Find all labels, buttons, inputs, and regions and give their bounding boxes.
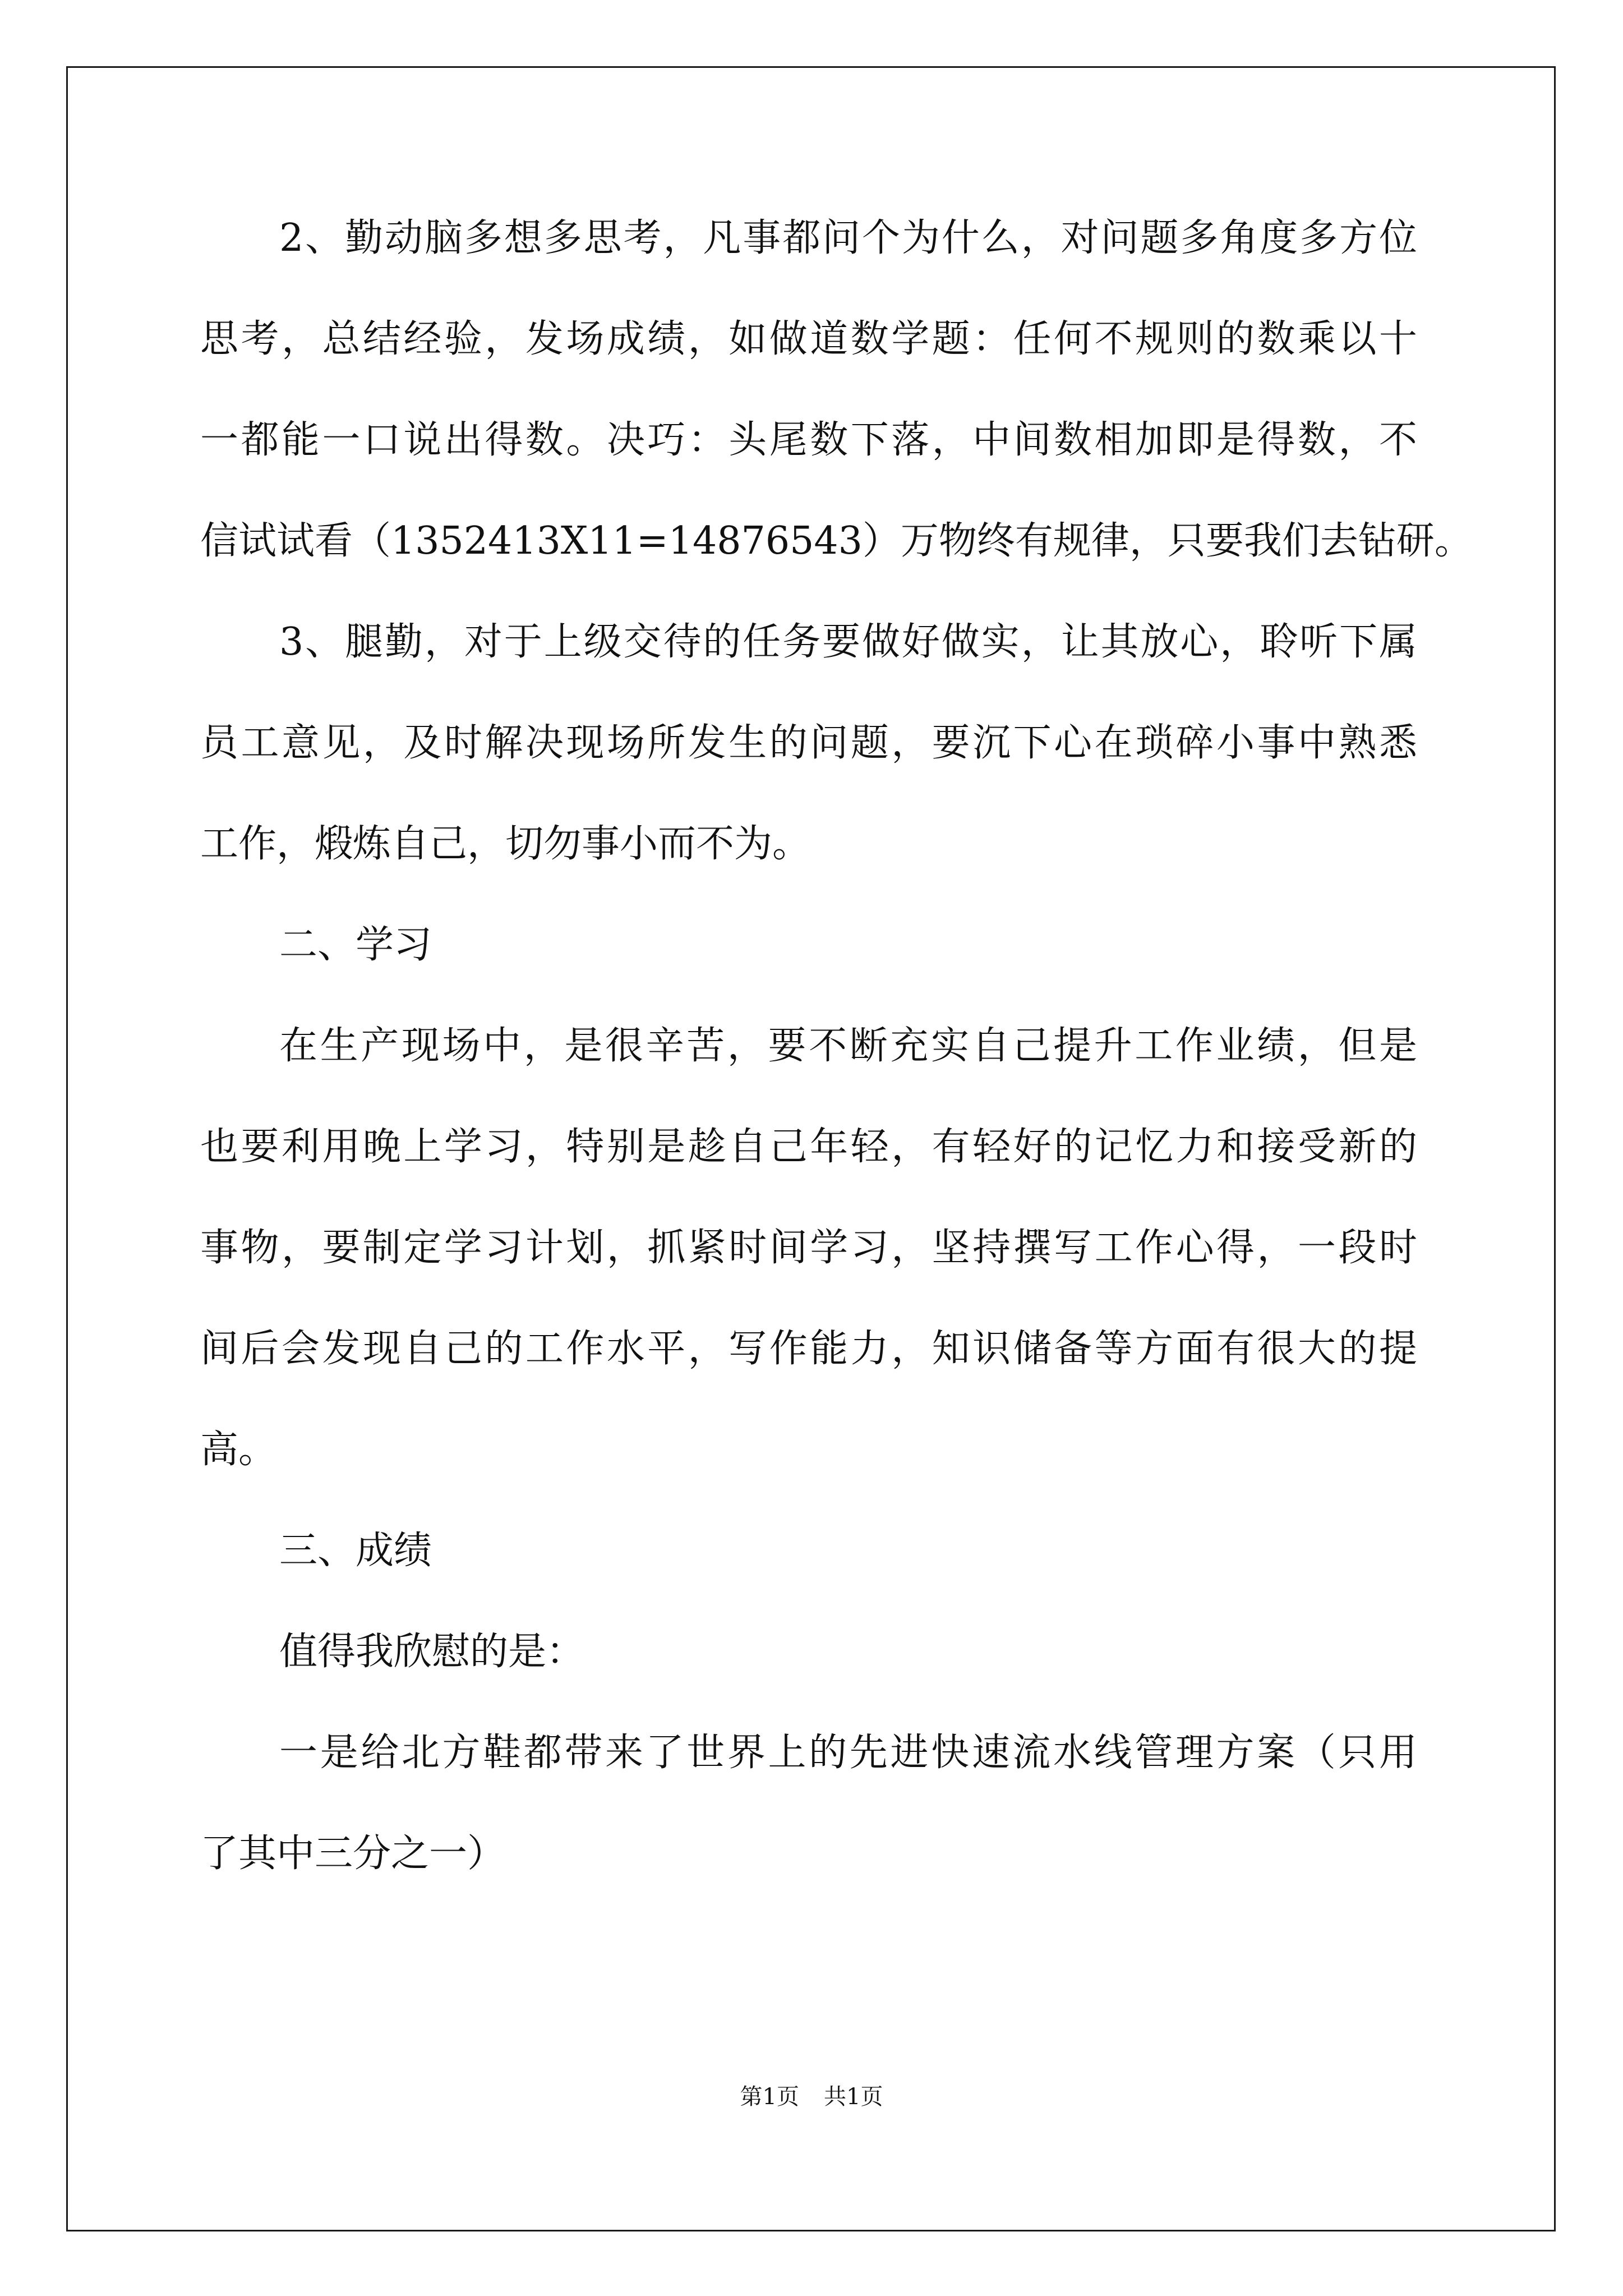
- text-line: 工作，煅炼自己，切勿事小而不为。: [200, 822, 811, 866]
- text-line: 值得我欣慰的是：: [279, 1630, 585, 1674]
- text-line: 也要利用晚上学习，特别是趁自己年轻，有轻好的记忆力和接受新的: [200, 1125, 1417, 1169]
- text-line: 在生产现场中，是很辛苦，要不断充实自己提升工作业绩，但是: [279, 1024, 1417, 1068]
- text-line: 员工意见，及时解决现场所发生的问题，要沉下心在琐碎小事中熟悉: [200, 721, 1417, 765]
- text-line: 2、勤动脑多想多思考，凡事都问个为什么，对问题多角度多方位: [279, 216, 1417, 260]
- text-line: 了其中三分之一）: [200, 1832, 506, 1876]
- section-heading: 二、学习: [279, 923, 432, 967]
- text-line: 高。: [200, 1428, 277, 1472]
- text-line: 事物，要制定学习计划，抓紧时间学习，坚持撰写工作心得，一段时: [200, 1226, 1417, 1270]
- page-total: 共1页: [824, 2084, 883, 2110]
- section-heading: 三、成绩: [279, 1529, 432, 1573]
- text-line: 一都能一口说出得数。决巧：头尾数下落，中间数相加即是得数，不: [200, 418, 1417, 462]
- page-footer: [0, 2079, 1623, 2111]
- text-line: 思考，总结经验，发场成绩，如做道数学题：任何不规则的数乘以十: [200, 317, 1417, 361]
- text-line: 3、腿勤，对于上级交待的任务要做好做实，让其放心，聆听下属: [279, 620, 1417, 664]
- text-line: 间后会发现自己的工作水平，写作能力，知识储备等方面有很大的提: [200, 1327, 1417, 1371]
- text-line: 信试试看（1352413X11=14876543）万物终有规律，只要我们去钻研。: [200, 519, 1473, 563]
- text-line: 一是给北方鞋都带来了世界上的先进快速流水线管理方案（只用: [279, 1731, 1417, 1775]
- page-number: 第1页: [740, 2084, 799, 2110]
